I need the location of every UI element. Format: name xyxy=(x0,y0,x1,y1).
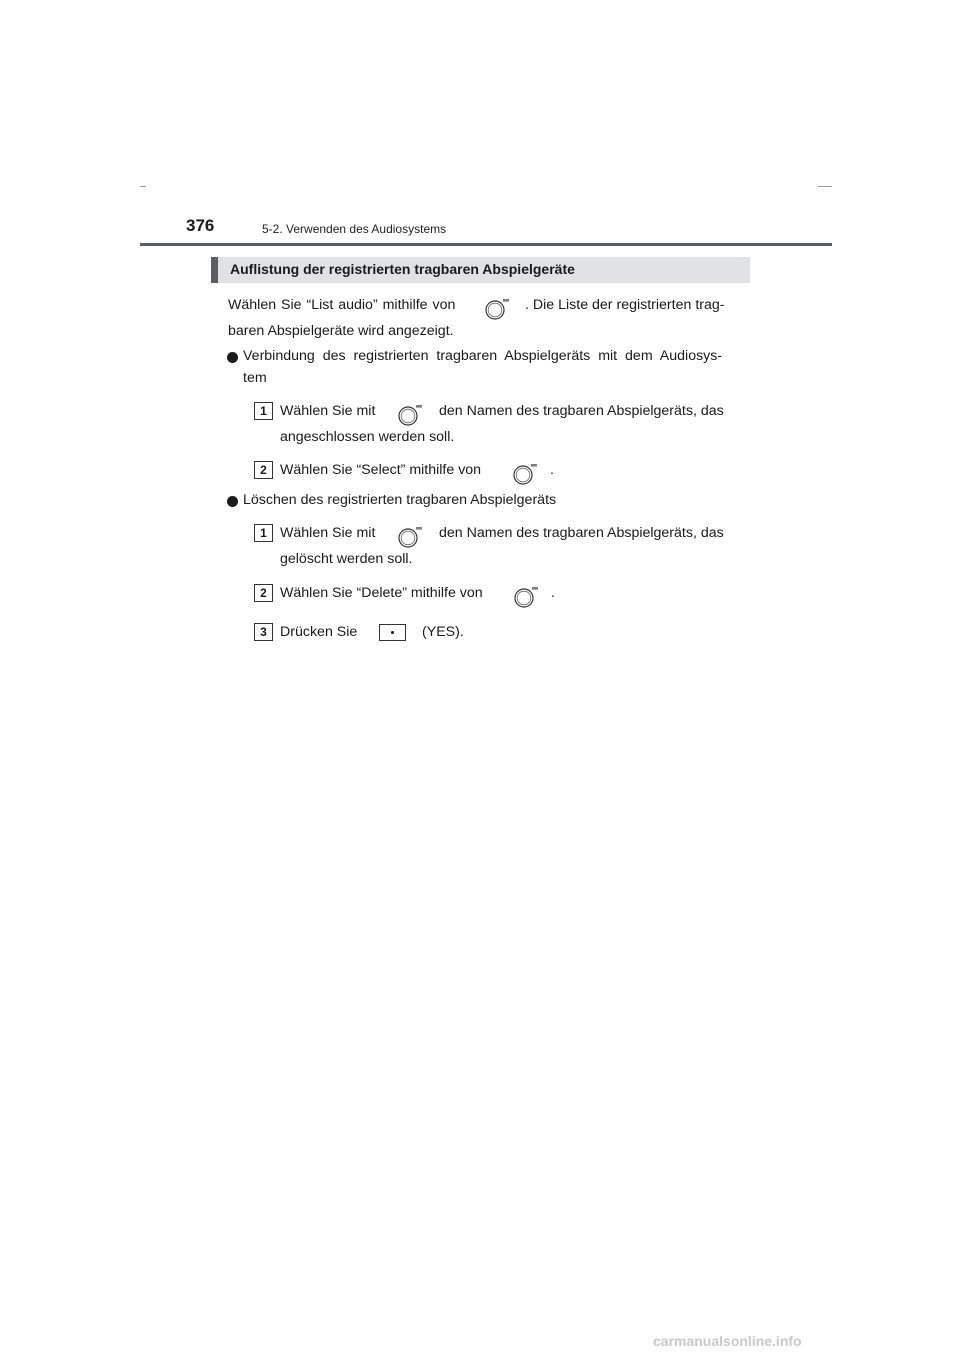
tune-knob-icon xyxy=(513,584,539,610)
tune-knob-icon xyxy=(397,524,423,550)
header-rule xyxy=(140,243,832,246)
delete-step1-text-1: Wählen Sie mit xyxy=(280,525,376,541)
connect-step2-text-1: Wählen Sie “Select” mithilfe von xyxy=(280,462,482,478)
section-heading xyxy=(211,257,750,283)
watermark: carmanualsonline.info xyxy=(653,1333,802,1349)
step-number-box: 3 xyxy=(254,623,273,641)
bullet-delete xyxy=(227,496,238,507)
connect-step1-text-2: den Namen des tragbaren Abspielgeräts, das xyxy=(439,403,724,419)
step-number-box: 2 xyxy=(254,584,273,602)
connect-step1-text-1: Wählen Sie mit xyxy=(280,403,376,419)
preset-button-dot xyxy=(391,631,394,634)
delete-step1-text-2: den Namen des tragbaren Abspielgeräts, das xyxy=(439,525,724,541)
intro-text-1: Wählen Sie “List audio” mithilfe von xyxy=(228,297,456,313)
delete-step3-text-1: Drücken Sie xyxy=(280,624,358,640)
bullet-connect xyxy=(227,352,238,363)
page-number: 376 xyxy=(186,216,215,235)
step-number-box: 2 xyxy=(254,461,273,479)
delete-step3-text-2: (YES). xyxy=(422,624,464,640)
step-number-box: 1 xyxy=(254,402,273,420)
intro-text-3: baren Abspielgeräte wird angezeigt. xyxy=(228,323,454,339)
connect-title-2: tem xyxy=(243,370,267,386)
crop-mark-left xyxy=(140,186,146,187)
section-title: 5-2. Verwenden des Audiosystems xyxy=(262,222,447,236)
section-heading-text: Auflistung der registrierten tragbaren Abspielgeräte xyxy=(230,261,575,277)
delete-step2-text-1: Wählen Sie “Delete” mithilfe von xyxy=(280,585,483,601)
connect-step1-text-3: angeschlossen werden soll. xyxy=(280,429,455,445)
crop-mark-right xyxy=(818,186,832,187)
tune-knob-icon xyxy=(484,296,510,322)
tune-knob-icon xyxy=(397,402,423,428)
tune-knob-icon xyxy=(512,461,538,487)
connect-step2-text-2: . xyxy=(550,462,554,478)
delete-step2-text-2: . xyxy=(551,585,555,601)
step-number-box: 1 xyxy=(254,524,273,542)
connect-title-1: Verbindung des registrierten tragbaren Abspielgeräts mit dem Audiosys- xyxy=(243,348,723,364)
intro-text-2: . Die Liste der registrierten trag- xyxy=(525,297,725,313)
delete-title: Löschen des registrierten tragbaren Abspielgeräts xyxy=(243,492,557,508)
delete-step1-text-3: gelöscht werden soll. xyxy=(280,551,413,567)
preset-button-icon xyxy=(379,624,406,641)
